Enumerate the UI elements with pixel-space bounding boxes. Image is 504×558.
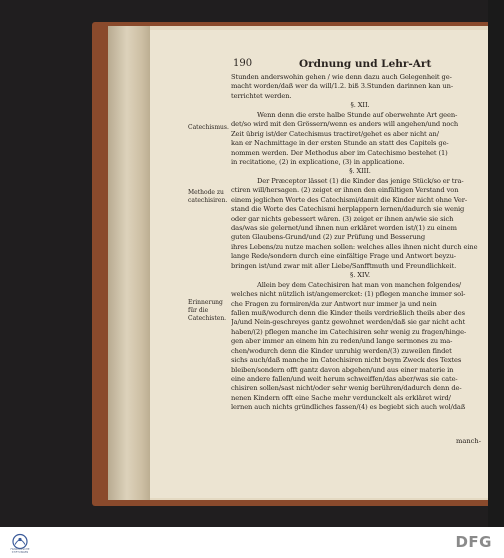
text-line: chen/wodurch denn die Kinder unruhig werden/(3) zuweilen findet xyxy=(231,346,452,355)
section-heading: §. XII. xyxy=(350,101,370,110)
text-line: chisiren sollen/sast nicht/oder sehr wenig berühren/dadurch denn de- xyxy=(231,384,462,393)
text-line: guten Glaubens-Grund/und (2) zur Prüfung und Besserung xyxy=(231,233,426,242)
margin-note-erinnerung: Erinnerung für die Catechisten. xyxy=(188,299,227,322)
text-line: nommen werden. Der Methodus aber im Catechismo bestehet (1) xyxy=(231,148,448,157)
text-line: haben/(2) pflegen manche im Catechisiren sehr wenig zu fragen/hinge- xyxy=(231,327,467,336)
text-line: kan er Nachmittage in der ersten Stunde an statt des Capitels ge- xyxy=(231,139,449,148)
text-line: lernen auch nichts gründliches fassen/(4) es begiebt sich auch wol/daß xyxy=(231,403,466,412)
library-logo-text: FRANCKESCHE STIFTUNGEN xyxy=(10,548,30,554)
text-line: eine andere fallen/und weit herum schweiffen/das aber/was sie cate- xyxy=(231,375,458,383)
text-line: ihres Lebens/zu nutze machen sollen: welches alles ihnen nicht durch eine xyxy=(231,242,478,251)
section-heading: §. XIV. xyxy=(349,271,371,280)
text-line: stand die Worte des Catechismi herplappern lernen/dadurch sie wenig xyxy=(231,205,465,214)
page-body xyxy=(231,73,489,413)
text-line: oder gar nichts gebessert wären. (3) zeiget er ihnen an/wie sie sich xyxy=(231,214,454,223)
text-line: in recitatione, (2) in explicatione, (3) in applicatione. xyxy=(231,157,405,166)
text-line: Der Præceptor lässet (1) die Kinder das jenige Stück/so er tra- xyxy=(257,176,464,185)
text-line: lange Rede/sondern durch eine einfältige Frage und Antwort beyzu- xyxy=(231,252,456,261)
text-line: Ja/und Nein-geschreyes gantz gewohnet werden/daß sie gar nicht acht xyxy=(231,318,466,327)
text-line: che Fragen zu formiren/da zur Antwort nur immer ja und nein xyxy=(231,299,437,308)
page-number: 190 xyxy=(233,58,253,69)
text-line: gen aber immer an einem hin zu reden/und lange sermones zu ma- xyxy=(231,337,453,346)
text-line: sichs auch/daß manche im Catechisiren nicht beym Zweck des Textes xyxy=(231,356,462,365)
page-header xyxy=(233,58,483,72)
text-line: welches nicht nützlich ist/angemercket: (1) pflegen manche immer sol- xyxy=(231,290,466,299)
text-line: bringen ist/und zwar mit aller Liebe/Sanfftmuth und Freundlichkeit. xyxy=(231,261,457,270)
section-heading: §. XIII. xyxy=(349,167,371,176)
catchword: manch- xyxy=(456,437,481,445)
text-line: Allein bey dem Catechisiren hat man von manchen folgendes/ xyxy=(257,280,462,289)
text-line: terrichtet werden. xyxy=(231,91,292,100)
text-line: ctiren will/hersagen. (2) zeiget er ihnen den einfältigen Verstand von xyxy=(231,186,459,195)
book-gutter xyxy=(108,26,150,500)
margin-note-catechismus: Catechismus. xyxy=(188,124,229,131)
text-line: det/so wird mit den Grössern/wenn es anders will angehen/und noch xyxy=(231,120,459,129)
text-line: macht worden/daß wer da will/1.2. biß 3.Stunden darinnen kan un- xyxy=(231,82,453,91)
text-line: bleiben/sondern offt gantz davon abgehen/und aus einer materie in xyxy=(231,365,454,374)
margin-note-methode: Methode zu catechisiren. xyxy=(188,189,228,204)
text-line: Stunden anderswohin gehen / wie denn dazu auch Gelegenheit ge- xyxy=(231,73,452,81)
text-line: Zeit übrig ist/der Catechismus tractiret/gehet es aber nicht an/ xyxy=(231,129,439,138)
text-line: einem jeglichen Worte des Catechismi/damit die Kinder nicht ohne Ver- xyxy=(231,195,468,204)
text-line: das/was sie gelernet/und ihnen nun erkläret worden ist/(1) zu einem xyxy=(231,224,457,232)
text-line: fallen muß/wodurch denn die Kinder theils verdrießlich theils aber des xyxy=(231,308,465,317)
text-line: nenen Kindern offt eine Sache mehr verdunckelt als erkläret wird/ xyxy=(231,393,451,402)
viewer-footer xyxy=(0,527,504,558)
running-title: Ordnung und Lehr-Art xyxy=(299,58,432,70)
scan-edge xyxy=(488,0,504,527)
dfg-logo: DFG xyxy=(455,533,492,551)
text-line: Wenn denn die erste halbe Stunde auf oberwehnte Art geen- xyxy=(257,110,458,119)
